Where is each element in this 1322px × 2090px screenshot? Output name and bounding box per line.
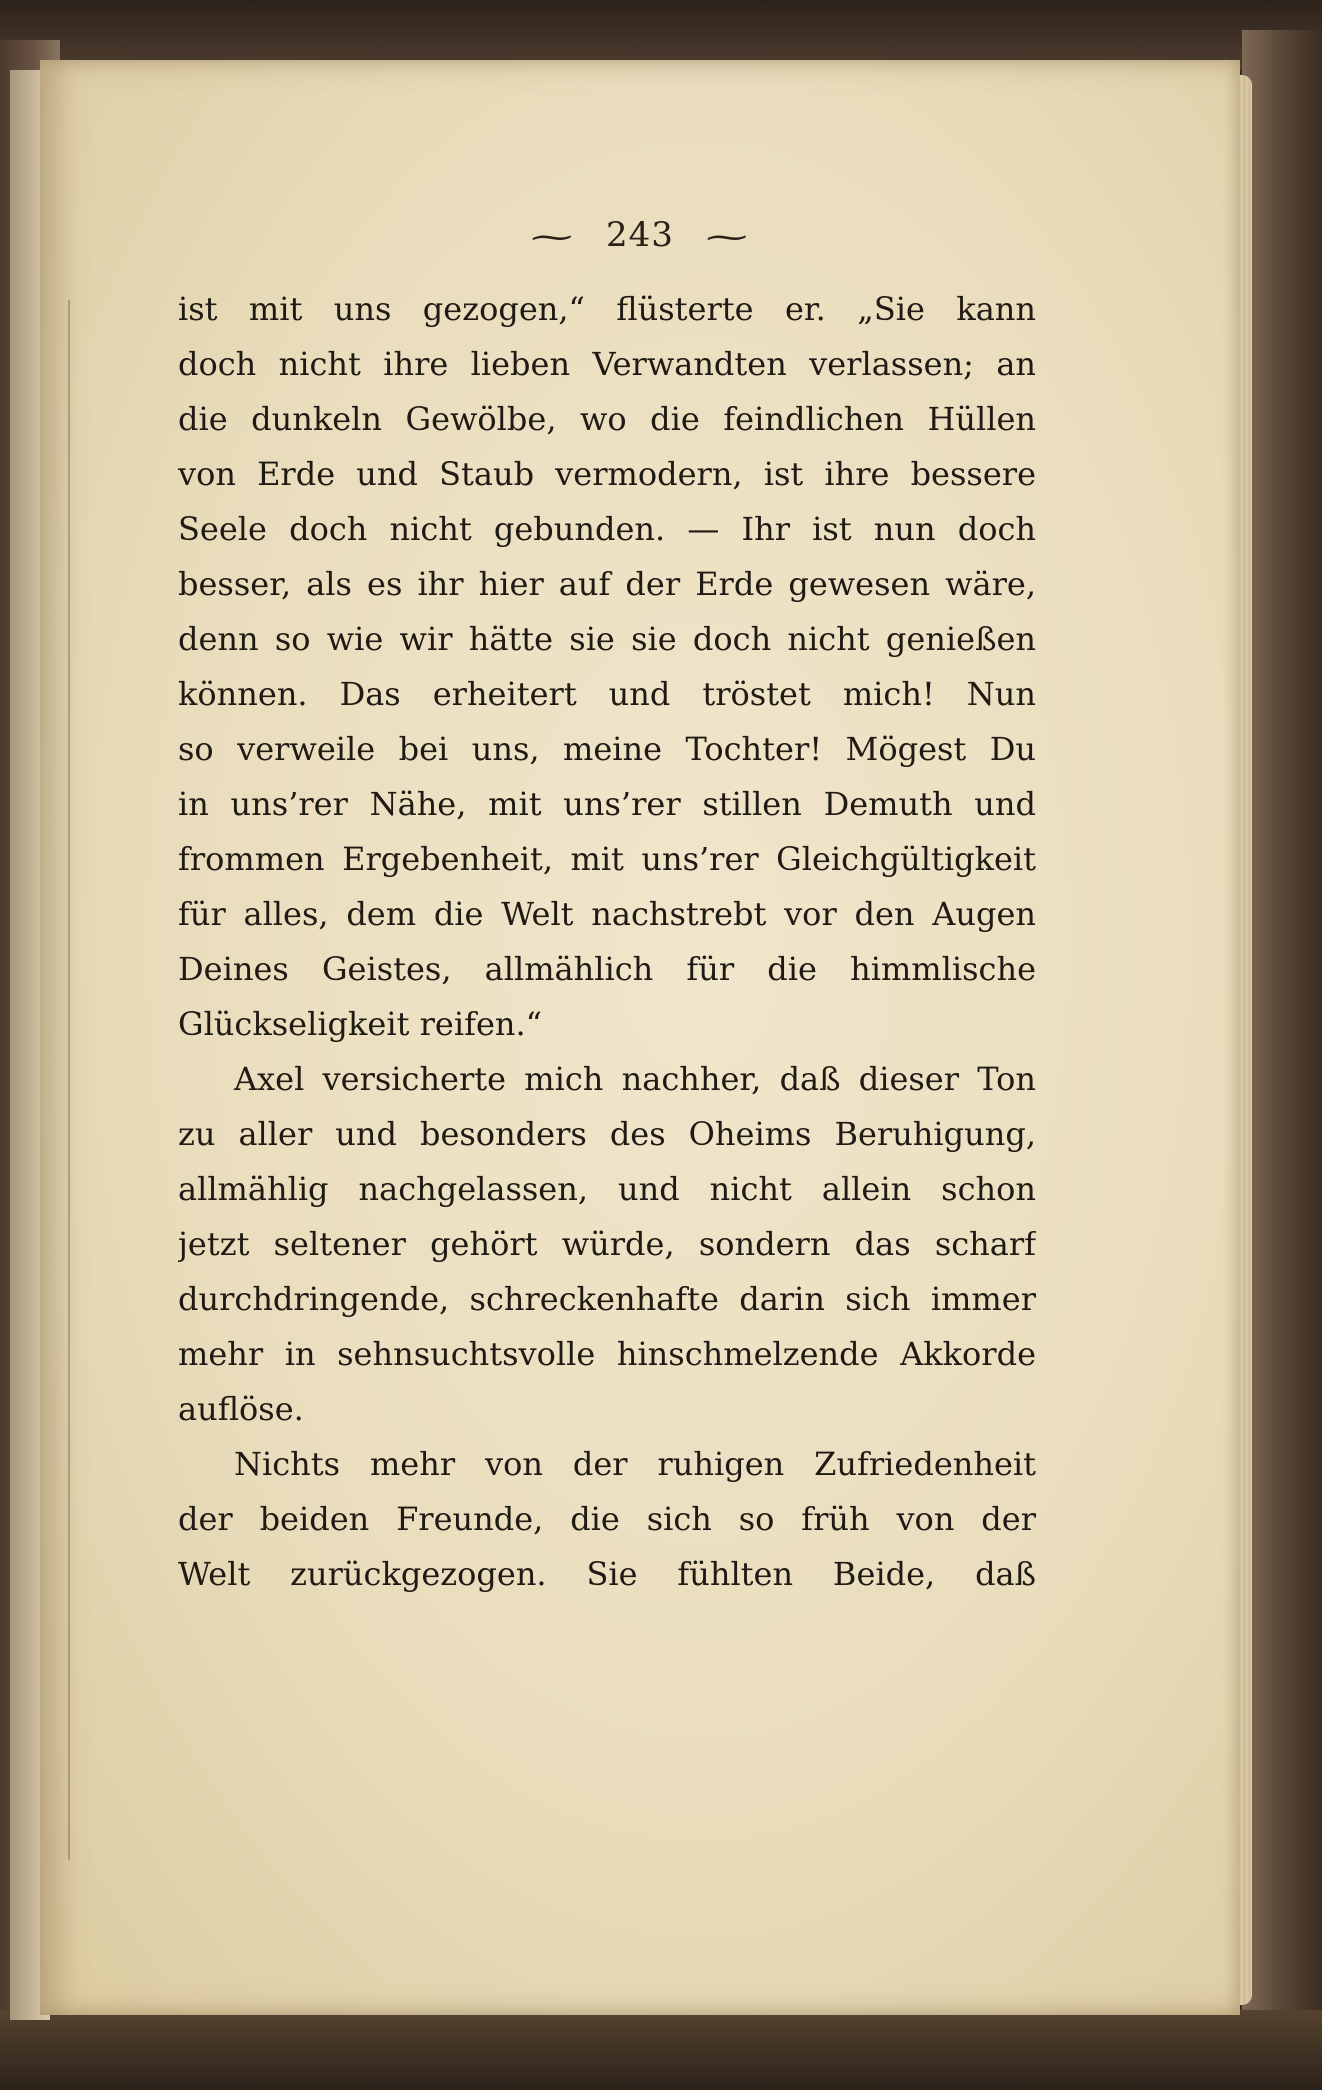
text-line: auflöse. xyxy=(178,1390,304,1428)
book-page xyxy=(40,60,1240,2015)
text-line: allmählig nachgelassen, und nicht allein schon xyxy=(178,1170,1036,1208)
text-line: denn so wie wir hätte sie sie doch nicht genießen xyxy=(178,620,1036,658)
text-line: können. Das erheitert und tröstet mich! Nun xyxy=(178,675,1036,713)
text-line: Welt zurückgezogen. Sie fühlten Beide, daß xyxy=(178,1555,1036,1593)
book-cover-right xyxy=(1242,30,1322,2090)
text-line: zu aller und besonders des Oheims Beruhigung, xyxy=(178,1115,1036,1153)
book-cover-bottom xyxy=(0,2010,1322,2090)
text-line: in uns’rer Nähe, mit uns’rer stillen Demuth und xyxy=(178,785,1036,823)
text-line: jetzt seltener gehört würde, sondern das scharf xyxy=(178,1225,1036,1263)
text-line: von Erde und Staub vermodern, ist ihre bessere xyxy=(178,455,1036,493)
text-line: mehr in sehnsuchtsvolle hinschmelzende Akkorde xyxy=(178,1335,1036,1373)
flourish-left-icon: ⁓ xyxy=(531,219,575,255)
text-line: frommen Ergebenheit, mit uns’rer Gleichgültigkeit xyxy=(178,840,1036,878)
page-number: 243 xyxy=(606,215,674,255)
gutter-shadow xyxy=(68,300,70,1860)
text-line: Seele doch nicht gebunden. — Ihr ist nun doch xyxy=(178,510,1036,548)
text-line: Axel versicherte mich nachher, daß dieser Ton xyxy=(234,1060,1036,1098)
text-line: besser, als es ihr hier auf der Erde gewesen wäre, xyxy=(178,565,1036,603)
text-line: Deines Geistes, allmählich für die himmlische xyxy=(178,950,1036,988)
text-line: für alles, dem die Welt nachstrebt vor den Augen xyxy=(178,895,1036,933)
text-line: so verweile bei uns, meine Tochter! Mögest Du xyxy=(178,730,1036,768)
text-line: durchdringende, schreckenhafte darin sich immer xyxy=(178,1280,1036,1318)
body-text xyxy=(178,282,1036,1602)
text-line: die dunkeln Gewölbe, wo die feindlichen Hüllen xyxy=(178,400,1036,438)
flourish-right-icon: ⁓ xyxy=(705,219,749,255)
text-line: der beiden Freunde, die sich so früh von der xyxy=(178,1500,1036,1538)
text-line: doch nicht ihre lieben Verwandten verlassen; an xyxy=(178,345,1036,383)
text-line: ist mit uns gezogen,“ flüsterte er. „Sie kann xyxy=(178,290,1036,328)
text-line: Nichts mehr von der ruhigen Zufriedenheit xyxy=(234,1445,1036,1483)
text-line: Glückseligkeit reifen.“ xyxy=(178,1005,543,1043)
page-header xyxy=(40,215,1240,255)
